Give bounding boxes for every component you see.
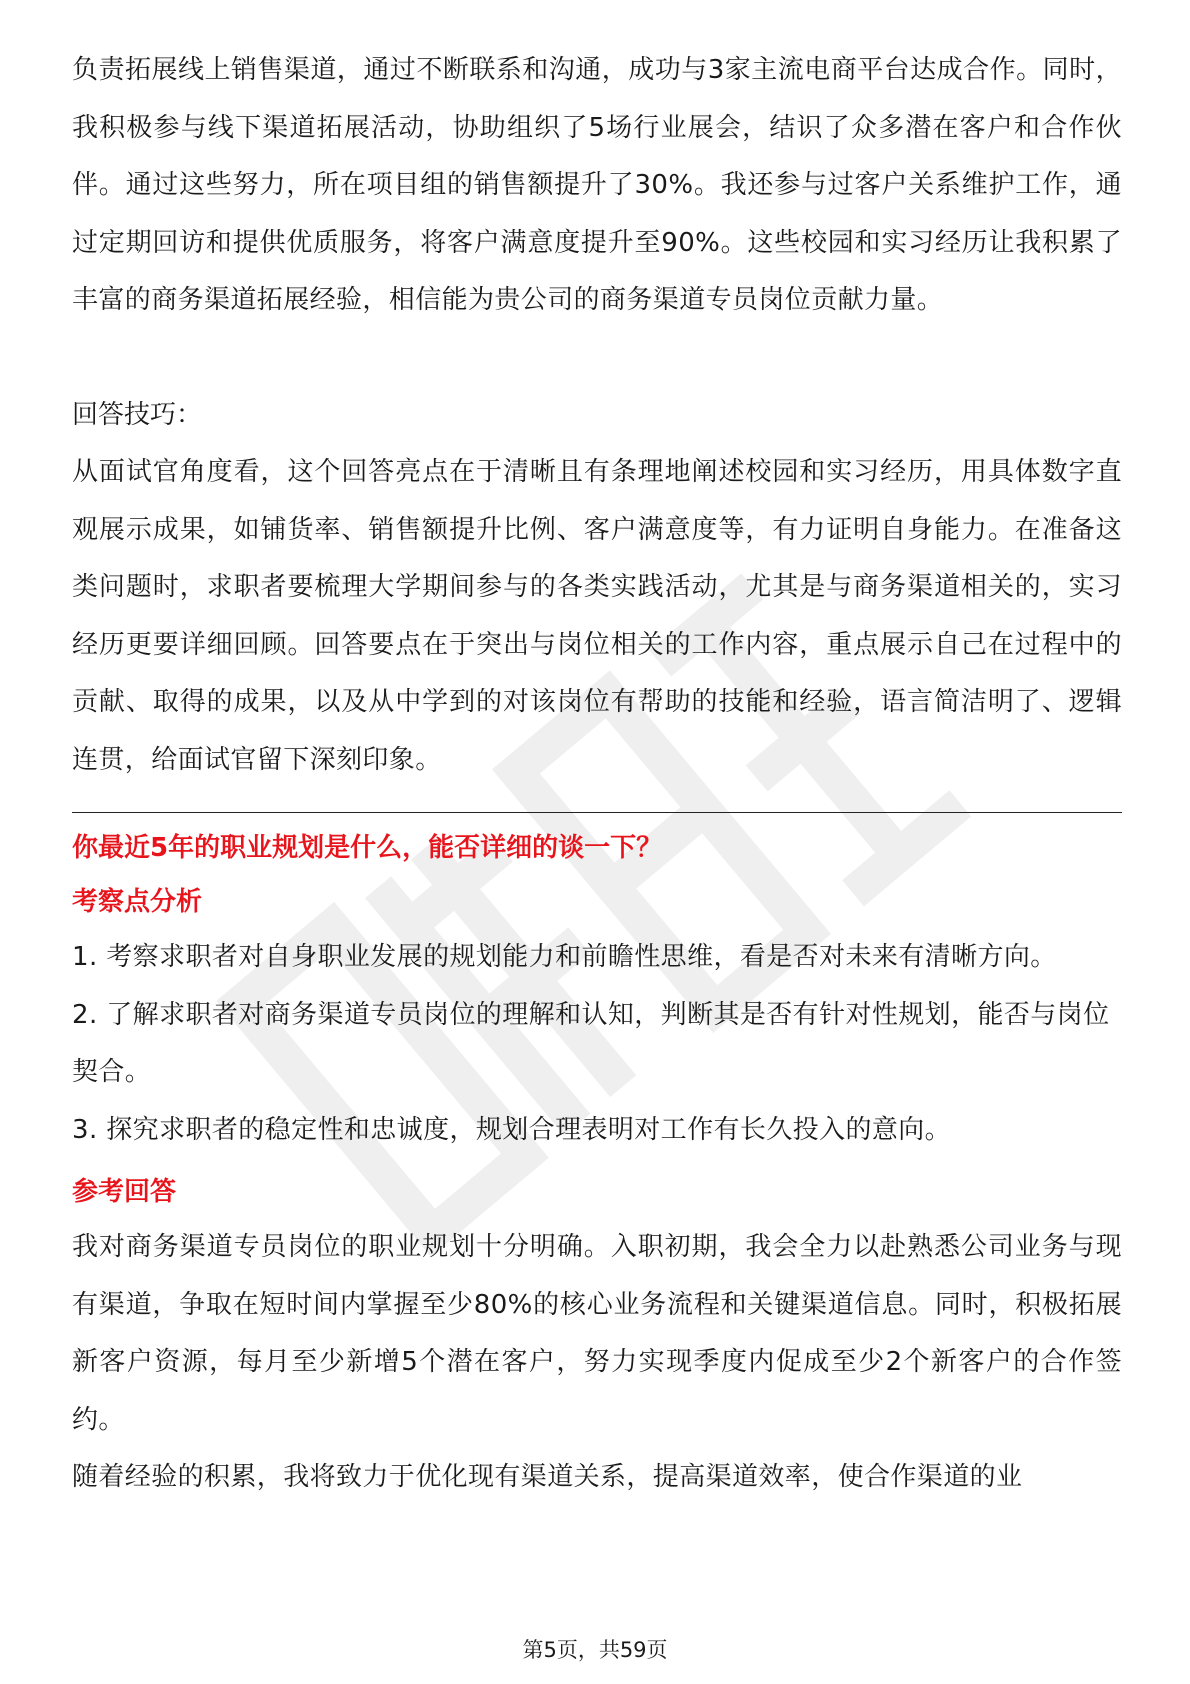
- reference-paragraph-1: 我对商务渠道专员岗位的职业规划十分明确。入职初期，我会全力以赴熟悉公司业务与现有渠道，争取在短时间内掌握至少80%的核心业务流程和关键渠道信息。同时，积极拓展新客户资源，每月至少新增5个潜在客户，努力实现季度内促成至少2个新客户的合作签约。: [72, 1232, 1122, 1435]
- question-heading: 你最近5年的职业规划是什么，能否详细的谈一下？: [72, 833, 663, 863]
- page-content: [72, 42, 1122, 1507]
- analysis-item-2: 2. 了解求职者对商务渠道专员岗位的理解和认知，判断其是否有针对性规划，能否与岗位契合。: [72, 999, 1110, 1087]
- reference-paragraph-2: 随着经验的积累，我将致力于优化现有渠道关系，提高渠道效率，使合作渠道的业: [72, 1462, 1023, 1492]
- paragraph-gap: [72, 330, 1122, 387]
- analysis-item-1: 1. 考察求职者对自身职业发展的规划能力和前瞻性思维，看是否对未来有清晰方向。: [72, 942, 1057, 972]
- tips-label: 回答技巧：: [72, 399, 203, 430]
- page-number-footer: 第5页，共59页: [522, 1638, 668, 1662]
- analysis-title: 考察点分析: [72, 887, 203, 917]
- reference-title: 参考回答: [72, 1177, 177, 1207]
- intro-paragraph: 负责拓展线上销售渠道，通过不断联系和沟通，成功与3家主流电商平台达成合作。同时，我积极参与线下渠道拓展活动，协助组织了5场行业展会，结识了众多潜在客户和合作伙伴。通过这些努力，所在项目组的销售额提升了30%。我还参与过客户关系维护工作，通过定期回访和提供优质服务，将客户满意度提升至90%。这些校园和实习经历让我积累了丰富的商务渠道拓展经验，相信能为贵公司的商务渠道专员岗位贡献力量。: [72, 55, 1122, 315]
- tips-paragraph: 从面试官角度看，这个回答亮点在于清晰且有条理地阐述校园和实习经历，用具体数字直观展示成果，如铺货率、销售额提升比例、客户满意度等，有力证明自身能力。在准备这类问题时，求职者要梳理大学期间参与的各类实践活动，尤其是与商务渠道相关的，实习经历更要详细回顾。回答要点在于突出与岗位相关的工作内容，重点展示自己在过程中的贡献、取得的成果，以及从中学到的对该岗位有帮助的技能和经验，语言简洁明了、逻辑连贯，给面试官留下深刻印象。: [72, 457, 1122, 775]
- section-divider: [72, 812, 1122, 813]
- analysis-item-3: 3. 探究求职者的稳定性和忠诚度，规划合理表明对工作有长久投入的意向。: [72, 1114, 952, 1145]
